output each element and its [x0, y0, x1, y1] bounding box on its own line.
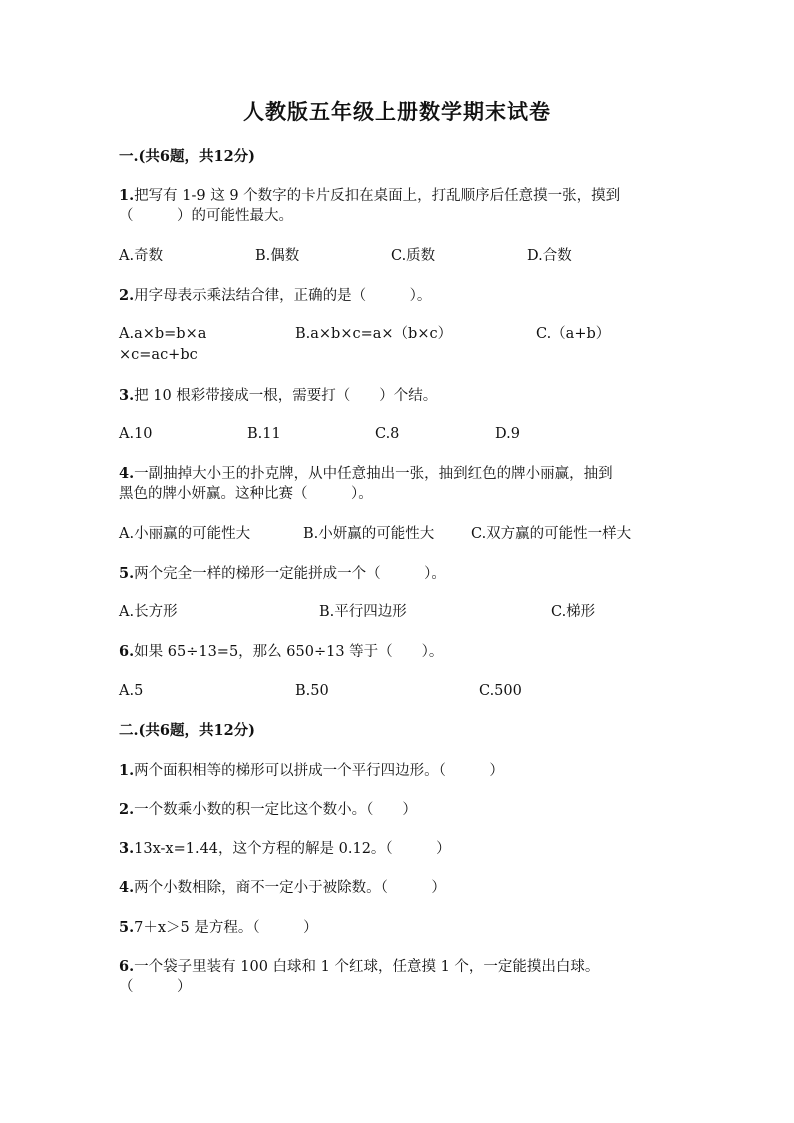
- question-text: 两个完全一样的梯形一定能拼成一个（ ）。: [134, 566, 446, 582]
- option-a: A.长方形: [119, 604, 178, 620]
- question-number: 2.: [119, 801, 135, 818]
- option-b: B.11: [247, 426, 281, 442]
- question-text: 一个袋子里装有 100 白球和 1 个红球，任意摸 1 个，一定能摸出白球。: [134, 959, 600, 975]
- option-a: A.小丽赢的可能性大: [119, 526, 251, 542]
- option-c: C.双方赢的可能性一样大: [471, 526, 632, 542]
- question-3: [119, 385, 679, 407]
- question-text: 一副抽掉大小王的扑克牌，从中任意抽出一张，抽到红色的牌小丽赢，抽到: [134, 466, 613, 482]
- question-number: 3.: [119, 387, 135, 404]
- question-number: 4.: [119, 879, 135, 896]
- option-d: D.合数: [527, 248, 572, 264]
- question-text: 把 10 根彩带接成一根，需要打（ ）个结。: [134, 388, 438, 404]
- question-text: 如果 65÷13=5，那么 650÷13 等于（ ）。: [134, 644, 444, 660]
- question-number: 1.: [119, 762, 135, 779]
- question-number: 6.: [119, 958, 135, 975]
- question-2: [119, 285, 679, 307]
- option-b: B.50: [295, 683, 329, 699]
- option-d: D.9: [495, 426, 520, 442]
- option-a: A.5: [119, 683, 144, 699]
- question-5: [119, 563, 679, 585]
- option-c: C.（a+b）: [536, 326, 611, 342]
- question-1: [119, 185, 679, 207]
- option-b: B.平行四边形: [319, 604, 407, 620]
- judge-question-2: [119, 799, 679, 821]
- judge-question-6: [119, 956, 679, 978]
- section-heading-1: 一.(共6题，共12分): [119, 148, 256, 165]
- question-number: 5.: [119, 565, 135, 582]
- question-text: 两个面积相等的梯形可以拼成一个平行四边形。（ ）: [134, 763, 504, 779]
- judge-question-5: [119, 917, 679, 939]
- question-6: [119, 641, 679, 663]
- question-text: 两个小数相除，商不一定小于被除数。（ ）: [134, 880, 446, 896]
- question-1-cont: （ ）的可能性最大。: [119, 208, 293, 224]
- option-c: C.梯形: [551, 604, 596, 620]
- question-4: [119, 463, 679, 485]
- option-b: B.小妍赢的可能性大: [303, 526, 435, 542]
- question-number: 5.: [119, 919, 135, 936]
- section-heading-2: 二.(共6题，共12分): [119, 722, 256, 739]
- question-number: 2.: [119, 287, 135, 304]
- question-text: 一个数乘小数的积一定比这个数小。（ ）: [134, 802, 417, 818]
- judge-question-4: [119, 877, 679, 899]
- option-c: C.8: [375, 426, 400, 442]
- option-a: A.a×b=b×a: [119, 326, 207, 342]
- question-4-cont: 黑色的牌小妍赢。这种比赛（ ）。: [119, 486, 373, 502]
- option-a: A.10: [119, 426, 153, 442]
- option-c-cont: ×c=ac+bc: [119, 347, 198, 363]
- question-text: 把写有 1-9 这 9 个数字的卡片反扣在桌面上，打乱顺序后任意摸一张，摸到: [134, 188, 621, 204]
- question-text: 用字母表示乘法结合律，正确的是（ ）。: [134, 288, 432, 304]
- option-c: C.500: [479, 683, 522, 699]
- option-a: A.奇数: [119, 248, 164, 264]
- question-number: 4.: [119, 465, 135, 482]
- question-text: 13x-x=1.44，这个方程的解是 0.12。（ ）: [134, 841, 451, 857]
- option-b: B.a×b×c=a×（b×c）: [295, 326, 453, 342]
- question-number: 6.: [119, 643, 135, 660]
- judge-question-3: [119, 838, 679, 860]
- option-b: B.偶数: [255, 248, 300, 264]
- question-number: 1.: [119, 187, 135, 204]
- option-c: C.质数: [391, 248, 436, 264]
- judge-question-1: [119, 760, 679, 782]
- judge-question-6-cont: （ ）: [119, 979, 192, 995]
- question-number: 3.: [119, 840, 135, 857]
- question-text: 7＋x＞5 是方程。（ ）: [134, 920, 318, 936]
- page-title: 人教版五年级上册数学期末试卷: [243, 99, 551, 124]
